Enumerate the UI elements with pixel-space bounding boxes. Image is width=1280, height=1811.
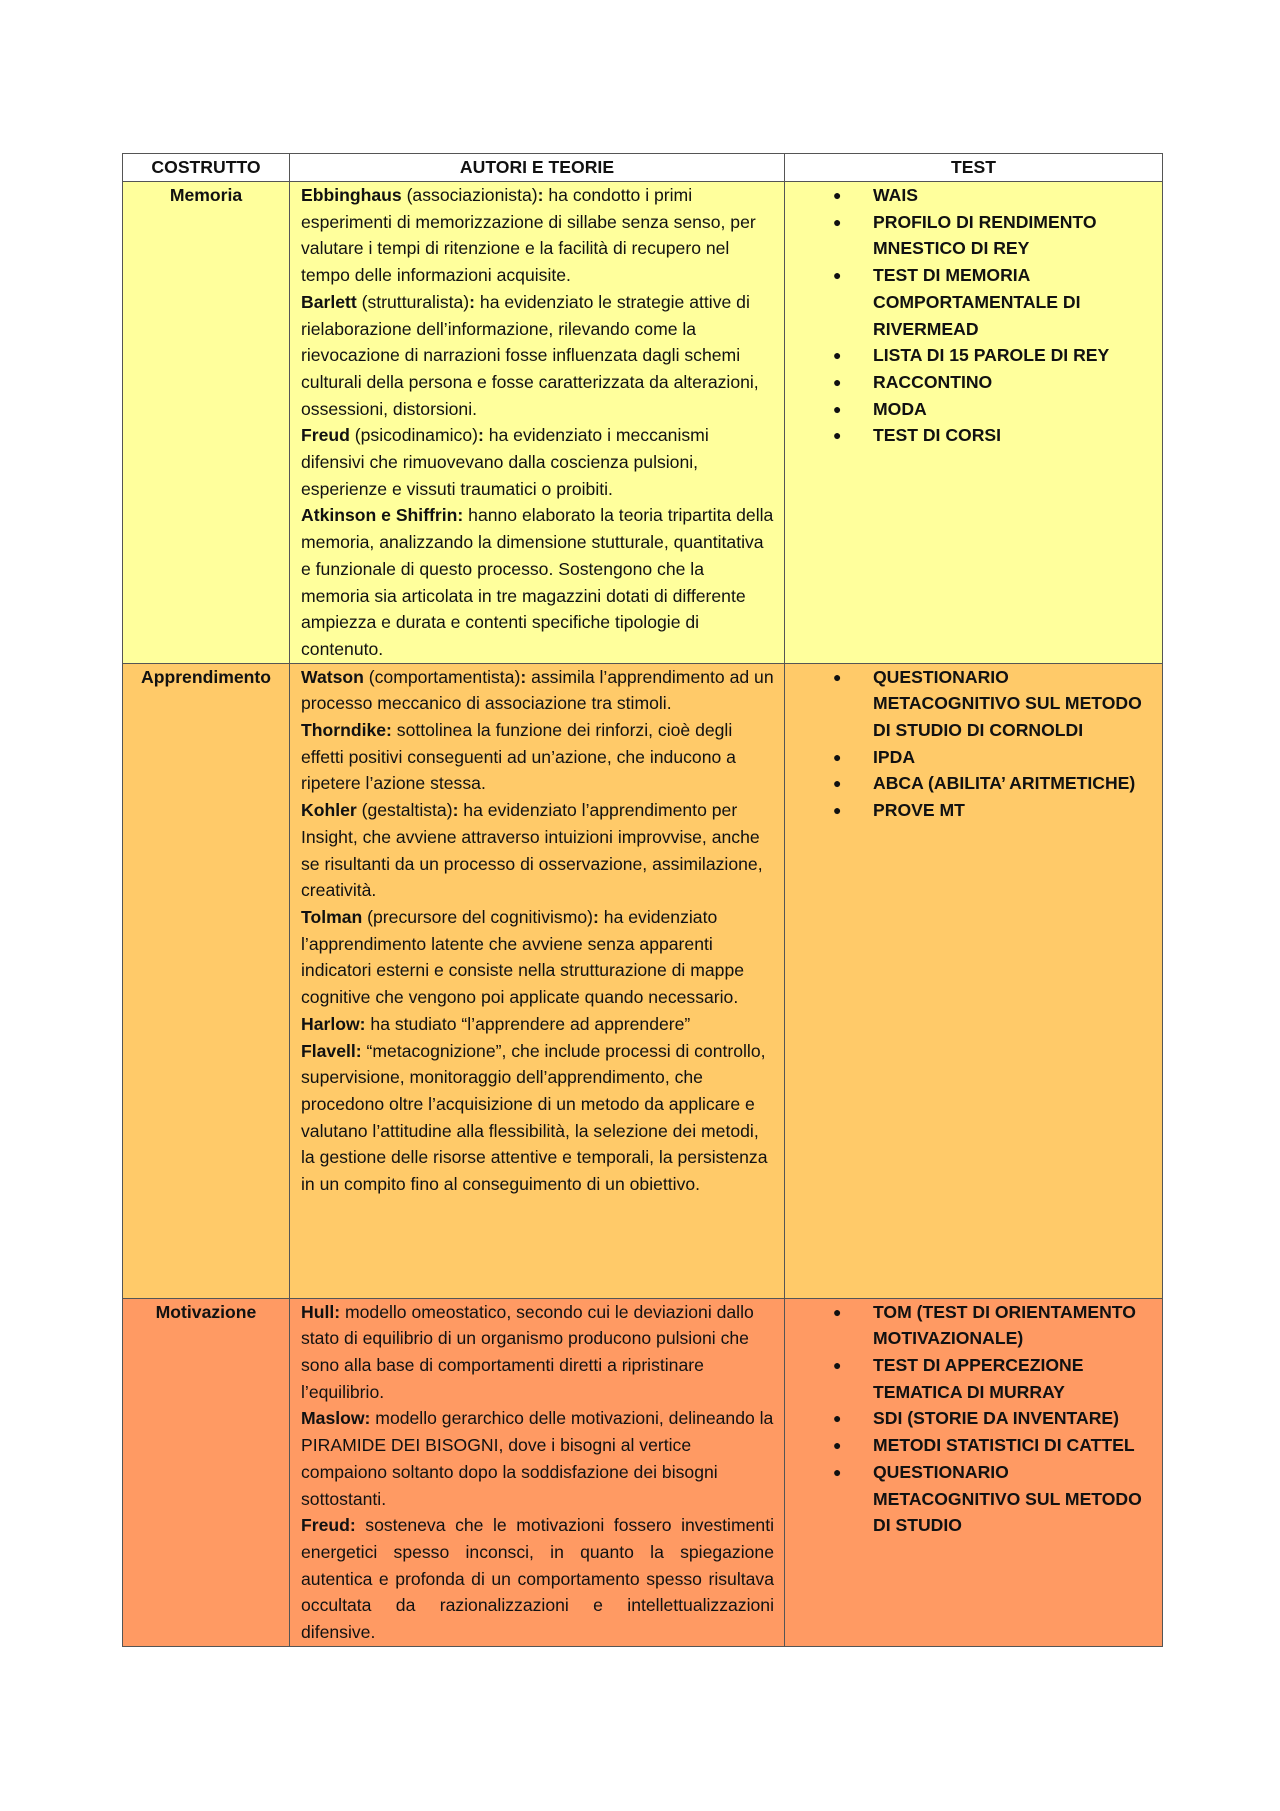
test-name: RACCONTINO — [873, 371, 993, 392]
author-colon: : — [469, 291, 476, 312]
author-theory: ha evidenziato l’apprendimento latente che avviene senza apparenti indicatori esterni e consiste nella strutturazione di mappe cognitive che vengono poi applicate quando necessario. — [301, 906, 745, 1008]
bullet-icon: ● — [833, 1303, 842, 1320]
author-name: Barlett — [301, 291, 357, 312]
test-name: TEST DI MEMORIA COMPORTAMENTALE DI RIVERMEAD — [873, 265, 1081, 339]
author-entry — [301, 1299, 774, 1406]
author-theory: modello gerarchico delle motivazioni, delineando la PIRAMIDE DEI BISOGNI, dove i bisogni al vertice compaiono soltanto dopo la soddisfazione dei bisogni sottostanti. — [301, 1408, 774, 1509]
bullet-icon: ● — [833, 347, 842, 364]
author-theory: modello omeostatico, secondo cui le deviazioni dallo stato di equilibrio di un organismo producono pulsioni che sono alla base di comportamenti diretti a ripristinare l’equilibrio. — [301, 1301, 754, 1402]
test-name: LISTA DI 15 PAROLE DI REY — [873, 345, 1110, 366]
bullet-icon: ● — [833, 1437, 842, 1454]
author-theory: ha evidenziato le strategie attive di rielaborazione dell’informazione, rilevando come la rievocazione di narrazioni fosse influenzata dagli schemi culturali della persona e fosse caratterizzata da alterazioni, ossessioni, distorsioni. — [301, 291, 759, 419]
tests-list — [785, 182, 1154, 449]
author-theory: sottolinea la funzione dei rinforzi, cioè degli effetti positivi conseguenti ad un’azione, che inducono a ripetere l’azione stessa. — [301, 720, 736, 794]
author-entry — [301, 289, 774, 423]
bullet-icon: ● — [833, 748, 842, 765]
author-entry — [301, 797, 774, 904]
test-name: QUESTIONARIO METACOGNITIVO SUL METODO DI STUDIO DI CORNOLDI — [873, 666, 1142, 741]
list-item — [785, 209, 1154, 262]
author-entry — [301, 422, 774, 502]
author-theory: “metacognizione”, che include processi di controllo, supervisione, monitoraggio dell’apprendimento, che procedono oltre l’acquisizione di un metodo da applicare e valutano l’attitudine alla flessibilità, la selezione dei metodi, la gestione delle risorse attentive e temporali, la persistenza in un compito fino al conseguimento di un obiettivo. — [301, 1040, 768, 1195]
test-name: SDI (STORIE DA INVENTARE) — [873, 1408, 1120, 1429]
list-item — [785, 1432, 1154, 1459]
author-name: Watson — [301, 666, 364, 687]
header-costrutto: COSTRUTTO — [123, 154, 290, 182]
author-colon: : — [477, 425, 484, 446]
bullet-icon: ● — [833, 187, 842, 203]
author-name: Freud — [301, 425, 350, 446]
table-row — [123, 1298, 1163, 1646]
list-item — [785, 664, 1154, 744]
tests-cell — [785, 663, 1163, 1298]
bullet-icon: ● — [833, 802, 842, 819]
test-name: PROVE MT — [873, 800, 965, 821]
author-entry — [301, 1405, 774, 1512]
bullet-icon: ● — [833, 1463, 842, 1480]
author-school: (precursore del cognitivismo) — [362, 906, 594, 927]
author-school: (strutturalista) — [356, 291, 470, 312]
bullet-icon: ● — [833, 775, 842, 792]
table-row — [123, 182, 1163, 664]
header-autori-teorie: AUTORI E TEORIE — [290, 154, 785, 182]
author-entry — [301, 904, 774, 1011]
tests-cell — [785, 182, 1163, 664]
author-theory: ha evidenziato l’apprendimento per Insight, che avviene attraverso intuizioni improvvise, anche se risultanti da un processo di osservazione, assimilazione, creatività. — [301, 800, 763, 901]
author-colon: : — [452, 800, 459, 821]
authors-cell — [290, 663, 785, 1298]
author-theory: assimila l’apprendimento ad un processo meccanico di associazione tra stimoli. — [301, 666, 774, 714]
bullet-icon: ● — [833, 427, 842, 444]
header-test: TEST — [785, 154, 1163, 182]
test-name: TOM (TEST DI ORIENTAMENTO MOTIVAZIONALE) — [873, 1301, 1136, 1349]
list-item — [785, 1299, 1154, 1352]
author-entry — [301, 1038, 774, 1198]
tests-list — [785, 1299, 1154, 1539]
author-theory: ha condotto i primi esperimenti di memorizzazione di sillabe senza senso, per valutare i tempi di ritenzione e la facilità di recupero nel tempo delle informazioni acquisite. — [301, 185, 756, 286]
author-theory: ha evidenziato i meccanismi difensivi che rimuovevano dalla coscienza pulsioni, esperienze e vissuti traumatici o proibiti. — [301, 425, 709, 499]
list-item — [785, 369, 1154, 396]
list-item — [785, 422, 1154, 449]
list-item — [785, 262, 1154, 342]
author-entry — [301, 502, 774, 662]
author-theory: ha studiato “l’apprendere ad apprendere” — [365, 1013, 691, 1034]
author-name: Harlow: — [301, 1013, 366, 1034]
author-theory: hanno elaborato la teoria tripartita della memoria, analizzando la dimensione stutturale, quantitativa e funzionale di questo processo. Sostengono che la memoria sia articolata in tre magazzini dotati di differente ampiezza e durata e contenti specifiche tipologie di contenuto. — [301, 505, 774, 659]
list-item — [785, 1405, 1154, 1432]
author-school: (associazionista) — [401, 185, 538, 205]
author-name: Kohler — [301, 800, 357, 821]
author-name: Thorndike: — [301, 720, 392, 741]
bullet-icon: ● — [833, 373, 842, 390]
author-school: (comportamentista) — [363, 666, 521, 687]
author-colon: : — [520, 666, 527, 687]
table-row — [123, 663, 1163, 1298]
bullet-icon: ● — [833, 1357, 842, 1374]
list-item — [785, 1352, 1154, 1405]
test-name: IPDA — [873, 746, 916, 767]
author-entry — [301, 664, 774, 717]
author-name: Atkinson e Shiffrin: — [301, 505, 464, 526]
author-entry — [301, 717, 774, 797]
author-colon: : — [537, 185, 544, 205]
list-item — [785, 744, 1154, 771]
test-name: PROFILO DI RENDIMENTO MNESTICO DI REY — [873, 211, 1097, 259]
author-name: Tolman — [301, 906, 363, 927]
author-school: (psicodinamico) — [349, 425, 478, 446]
test-name: MODA — [873, 398, 927, 419]
table-header-row — [123, 154, 1163, 182]
construct-cell: Motivazione — [123, 1298, 290, 1646]
list-item — [785, 770, 1154, 797]
author-name: Flavell: — [301, 1040, 362, 1061]
author-entry — [301, 182, 774, 289]
tests-list — [785, 664, 1154, 824]
bullet-icon: ● — [833, 400, 842, 417]
author-name: Ebbinghaus — [301, 185, 402, 205]
construct-cell: Apprendimento — [123, 663, 290, 1298]
test-name: QUESTIONARIO METACOGNITIVO SUL METODO DI STUDIO — [873, 1461, 1142, 1536]
author-school: (gestaltista) — [356, 800, 453, 821]
author-name: Maslow: — [301, 1408, 371, 1429]
test-name: WAIS — [873, 185, 918, 205]
author-entry — [301, 1011, 774, 1038]
list-item — [785, 797, 1154, 824]
list-item — [785, 1459, 1154, 1539]
list-item — [785, 182, 1154, 209]
bullet-icon: ● — [833, 1410, 842, 1427]
constructs-table — [122, 153, 1163, 1647]
test-name: TEST DI APPERCEZIONE TEMATICA DI MURRAY — [873, 1355, 1084, 1402]
bullet-icon: ● — [833, 668, 842, 685]
authors-cell — [290, 182, 785, 664]
bullet-icon: ● — [833, 213, 842, 230]
authors-cell — [290, 1298, 785, 1646]
construct-cell: Memoria — [123, 182, 290, 664]
test-name: TEST DI CORSI — [873, 425, 1002, 446]
author-colon: : — [593, 906, 599, 927]
author-name: Freud: — [301, 1515, 356, 1536]
test-name: METODI STATISTICI DI CATTEL — [873, 1435, 1135, 1456]
tests-cell — [785, 1298, 1163, 1646]
list-item — [785, 342, 1154, 369]
author-theory: sosteneva che le motivazioni fossero investimenti energetici spesso inconsci, in quanto la spiegazione autentica e profonda di un comportamento spesso risultava occultata da razionalizzazioni e intellettualizzazioni difensive. — [301, 1515, 774, 1643]
test-name: ABCA (ABILITA’ ARITMETICHE) — [873, 773, 1136, 794]
author-name: Hull: — [301, 1301, 341, 1322]
author-entry — [301, 1512, 774, 1646]
list-item — [785, 396, 1154, 423]
bullet-icon: ● — [833, 267, 842, 284]
